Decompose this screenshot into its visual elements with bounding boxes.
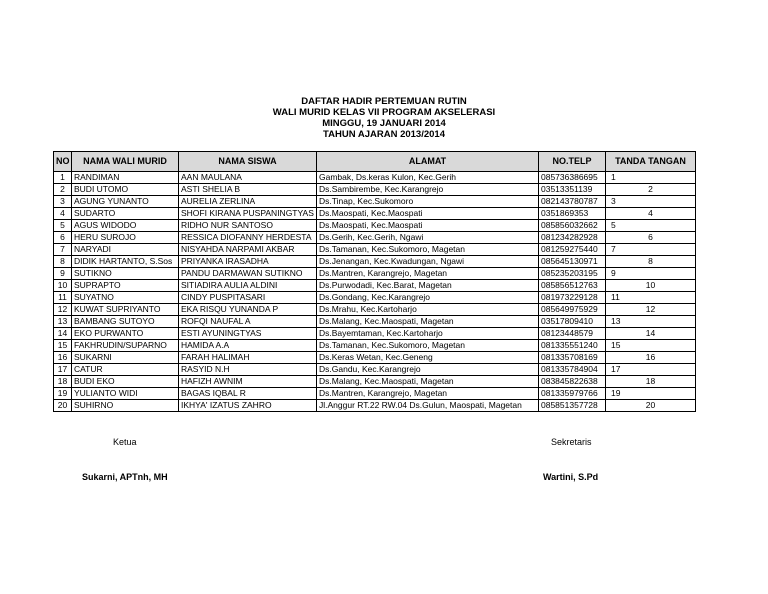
row-student-name: EKA RISQU YUNANDA P xyxy=(179,304,317,316)
document-title xyxy=(0,96,768,140)
row-parent-name: EKO PURWANTO xyxy=(72,328,179,340)
header-address: ALAMAT xyxy=(317,152,539,172)
row-phone: 085851357728 xyxy=(539,400,606,412)
row-number: 7 xyxy=(54,244,72,256)
row-address: Ds.Malang, Kec.Maospati, Magetan xyxy=(317,316,539,328)
row-signature-cell[interactable] xyxy=(606,352,696,364)
row-parent-name: SUKARNI xyxy=(72,352,179,364)
row-parent-name: BUDI EKO xyxy=(72,376,179,388)
row-parent-name: SUDARTO xyxy=(72,208,179,220)
row-number: 11 xyxy=(54,292,72,304)
row-address: Ds.Jenangan, Kec.Kwadungan, Ngawi xyxy=(317,256,539,268)
row-phone: 081234282928 xyxy=(539,232,606,244)
row-number: 6 xyxy=(54,232,72,244)
table-row xyxy=(54,268,696,280)
row-parent-name: KUWAT SUPRIYANTO xyxy=(72,304,179,316)
row-number: 15 xyxy=(54,340,72,352)
row-student-name: RIDHO NUR SANTOSO xyxy=(179,220,317,232)
table-row xyxy=(54,316,696,328)
row-signature-cell[interactable] xyxy=(606,364,696,376)
row-number: 18 xyxy=(54,376,72,388)
row-parent-name: SUPRAPTO xyxy=(72,280,179,292)
row-signature-number: 18 xyxy=(645,376,656,386)
row-number: 3 xyxy=(54,196,72,208)
row-phone: 085235203195 xyxy=(539,268,606,280)
row-address: Ds.Maospati, Kec.Maospati xyxy=(317,208,539,220)
row-number: 14 xyxy=(54,328,72,340)
row-student-name: PANDU DARMAWAN SUTIKNO xyxy=(179,268,317,280)
table-row xyxy=(54,196,696,208)
table-row xyxy=(54,340,696,352)
row-phone: 085736386695 xyxy=(539,172,606,184)
row-phone: 083845822638 xyxy=(539,376,606,388)
row-signature-number: 1 xyxy=(611,172,616,182)
attendance-table xyxy=(53,151,696,412)
row-phone: 081335979766 xyxy=(539,388,606,400)
title-line-1: DAFTAR HADIR PERTEMUAN RUTIN xyxy=(301,96,467,107)
row-signature-cell[interactable] xyxy=(606,232,696,244)
row-signature-number: 5 xyxy=(611,220,616,230)
row-parent-name: SUTIKNO xyxy=(72,268,179,280)
row-number: 5 xyxy=(54,220,72,232)
row-signature-number: 4 xyxy=(648,208,653,218)
row-number: 10 xyxy=(54,280,72,292)
row-phone: 085645130971 xyxy=(539,256,606,268)
row-phone: 081973229128 xyxy=(539,292,606,304)
row-student-name: ROFQI NAUFAL A xyxy=(179,316,317,328)
row-parent-name: BUDI UTOMO xyxy=(72,184,179,196)
row-signature-cell[interactable] xyxy=(606,316,696,328)
row-parent-name: AGUNG YUNANTO xyxy=(72,196,179,208)
row-student-name: FARAH HALIMAH xyxy=(179,352,317,364)
row-address: Ds.Mrahu, Kec.Kartoharjo xyxy=(317,304,539,316)
table-row xyxy=(54,376,696,388)
row-signature-cell[interactable] xyxy=(606,376,696,388)
title-line-4: TAHUN AJARAN 2013/2014 xyxy=(323,129,445,140)
row-student-name: ASTI SHELIA B xyxy=(179,184,317,196)
table-row xyxy=(54,208,696,220)
table-row xyxy=(54,232,696,244)
row-address: Ds.Mantren, Karangrejo, Magetan xyxy=(317,268,539,280)
row-student-name: PRIYANKA IRASADHA xyxy=(179,256,317,268)
row-student-name: ESTI AYUNINGTYAS xyxy=(179,328,317,340)
row-signature-number: 7 xyxy=(611,244,616,254)
row-address: Jl.Anggur RT.22 RW.04 Ds.Gulun, Maospati, Magetan xyxy=(317,400,539,412)
row-phone: 08123448579 xyxy=(539,328,606,340)
header-phone: NO.TELP xyxy=(539,152,606,172)
row-parent-name: CATUR xyxy=(72,364,179,376)
table-header-row xyxy=(54,152,696,172)
row-signature-number: 17 xyxy=(611,364,621,374)
row-phone: 081335708169 xyxy=(539,352,606,364)
row-signature-number: 6 xyxy=(648,232,653,242)
table-row xyxy=(54,244,696,256)
row-address: Ds.Maospati, Kec.Maospati xyxy=(317,220,539,232)
row-number: 4 xyxy=(54,208,72,220)
row-phone: 085856032662 xyxy=(539,220,606,232)
row-signature-number: 20 xyxy=(645,400,656,410)
row-address: Ds.Gondang, Kec.Karangrejo xyxy=(317,292,539,304)
row-address: Ds.Bayemtaman, Kec.Kartoharjo xyxy=(317,328,539,340)
row-number: 2 xyxy=(54,184,72,196)
row-address: Ds.Tamanan, Kec.Sukomoro, Magetan xyxy=(317,244,539,256)
row-phone: 085856512763 xyxy=(539,280,606,292)
table-row xyxy=(54,280,696,292)
row-address: Ds.Keras Wetan, Kec.Geneng xyxy=(317,352,539,364)
row-phone: 03517809410 xyxy=(539,316,606,328)
title-line-2: WALI MURID KELAS VII PROGRAM AKSELERASI xyxy=(272,107,496,118)
secretary-label: Sekretaris xyxy=(551,437,592,447)
row-phone: 082143780787 xyxy=(539,196,606,208)
row-parent-name: FAKHRUDIN/SUPARNO xyxy=(72,340,179,352)
row-signature-number: 13 xyxy=(611,316,621,326)
row-number: 12 xyxy=(54,304,72,316)
row-student-name: BAGAS IQBAL R xyxy=(179,388,317,400)
table-row xyxy=(54,220,696,232)
table-row xyxy=(54,256,696,268)
row-student-name: AAN MAULANA xyxy=(179,172,317,184)
row-address: Ds.Sambirembe, Kec.Karangrejo xyxy=(317,184,539,196)
row-student-name: AURELIA ZERLINA xyxy=(179,196,317,208)
chair-name: Sukarni, APTnh, MH xyxy=(82,472,168,482)
row-student-name: IKHYA' IZATUS ZAHRO xyxy=(179,400,317,412)
row-student-name: CINDY PUSPITASARI xyxy=(179,292,317,304)
table-row xyxy=(54,352,696,364)
table-row xyxy=(54,172,696,184)
header-signature: TANDA TANGAN xyxy=(606,152,696,172)
row-student-name: SHOFI KIRANA PUSPANINGTYAS xyxy=(179,208,317,220)
row-parent-name: HERU SUROJO xyxy=(72,232,179,244)
row-signature-cell[interactable] xyxy=(606,244,696,256)
row-number: 20 xyxy=(54,400,72,412)
row-signature-number: 14 xyxy=(645,328,656,338)
row-signature-number: 16 xyxy=(645,352,656,362)
row-parent-name: YULIANTO WIDI xyxy=(72,388,179,400)
row-student-name: RESSICA DIOFANNY HERDESTA xyxy=(179,232,317,244)
row-number: 8 xyxy=(54,256,72,268)
row-signature-cell[interactable] xyxy=(606,328,696,340)
row-parent-name: DIDIK HARTANTO, S.Sos xyxy=(72,256,179,268)
row-signature-cell[interactable] xyxy=(606,256,696,268)
row-signature-cell[interactable] xyxy=(606,388,696,400)
table-body xyxy=(54,172,696,412)
row-number: 13 xyxy=(54,316,72,328)
row-signature-cell[interactable] xyxy=(606,340,696,352)
row-signature-number: 2 xyxy=(648,184,653,194)
header-parent-name: NAMA WALI MURID xyxy=(72,152,179,172)
row-signature-number: 12 xyxy=(645,304,656,314)
row-student-name: HAMIDA A.A xyxy=(179,340,317,352)
row-signature-cell[interactable] xyxy=(606,280,696,292)
row-signature-number: 9 xyxy=(611,268,616,278)
row-signature-number: 11 xyxy=(611,292,620,302)
row-address: Ds.Mantren, Karangrejo, Magetan xyxy=(317,388,539,400)
row-address: Gambak, Ds.keras Kulon, Kec.Gerih xyxy=(317,172,539,184)
row-address: Ds.Gerih, Kec.Gerih, Ngawi xyxy=(317,232,539,244)
row-parent-name: AGUS WIDODO xyxy=(72,220,179,232)
row-phone: 085649975929 xyxy=(539,304,606,316)
row-address: Ds.Tinap, Kec.Sukomoro xyxy=(317,196,539,208)
row-address: Ds.Gandu, Kec.Karangrejo xyxy=(317,364,539,376)
row-phone: 0351869353 xyxy=(539,208,606,220)
row-phone: 081259275440 xyxy=(539,244,606,256)
row-number: 19 xyxy=(54,388,72,400)
row-signature-cell[interactable] xyxy=(606,400,696,412)
row-signature-number: 19 xyxy=(611,388,621,398)
row-signature-cell[interactable] xyxy=(606,292,696,304)
row-parent-name: BAMBANG SUTOYO xyxy=(72,316,179,328)
row-number: 16 xyxy=(54,352,72,364)
row-address: Ds.Malang, Kec.Maospati, Magetan xyxy=(317,376,539,388)
table-row xyxy=(54,364,696,376)
table-row xyxy=(54,328,696,340)
row-signature-number: 8 xyxy=(648,256,653,266)
table-row xyxy=(54,388,696,400)
row-student-name: HAFIZH AWNIM xyxy=(179,376,317,388)
row-address: Ds.Tamanan, Kec.Sukomoro, Magetan xyxy=(317,340,539,352)
row-signature-cell[interactable] xyxy=(606,220,696,232)
chair-label: Ketua xyxy=(113,437,137,447)
row-number: 1 xyxy=(54,172,72,184)
row-signature-cell[interactable] xyxy=(606,184,696,196)
table-row xyxy=(54,292,696,304)
row-number: 9 xyxy=(54,268,72,280)
row-student-name: NISYAHDA NARPAMI AKBAR xyxy=(179,244,317,256)
table-row xyxy=(54,400,696,412)
row-signature-cell[interactable] xyxy=(606,268,696,280)
row-signature-cell[interactable] xyxy=(606,172,696,184)
title-line-3: MINGGU, 19 JANUARI 2014 xyxy=(322,118,446,129)
row-student-name: SITIADIRA AULIA ALDINI xyxy=(179,280,317,292)
row-signature-number: 10 xyxy=(645,280,656,290)
row-student-name: RASYID N.H xyxy=(179,364,317,376)
row-parent-name: RANDIMAN xyxy=(72,172,179,184)
row-signature-cell[interactable] xyxy=(606,196,696,208)
row-phone: 081335551240 xyxy=(539,340,606,352)
row-phone: 03513351139 xyxy=(539,184,606,196)
row-signature-number: 15 xyxy=(611,340,621,350)
table-row xyxy=(54,184,696,196)
row-parent-name: SUYATNO xyxy=(72,292,179,304)
row-signature-cell[interactable] xyxy=(606,208,696,220)
secretary-name: Wartini, S.Pd xyxy=(543,472,599,482)
header-no: NO xyxy=(54,152,72,172)
row-signature-cell[interactable] xyxy=(606,304,696,316)
row-number: 17 xyxy=(54,364,72,376)
row-signature-number: 3 xyxy=(611,196,616,206)
table-row xyxy=(54,304,696,316)
header-student-name: NAMA SISWA xyxy=(179,152,317,172)
row-parent-name: NARYADI xyxy=(72,244,179,256)
row-phone: 081335784904 xyxy=(539,364,606,376)
row-address: Ds.Purwodadi, Kec.Barat, Magetan xyxy=(317,280,539,292)
row-parent-name: SUHIRNO xyxy=(72,400,179,412)
